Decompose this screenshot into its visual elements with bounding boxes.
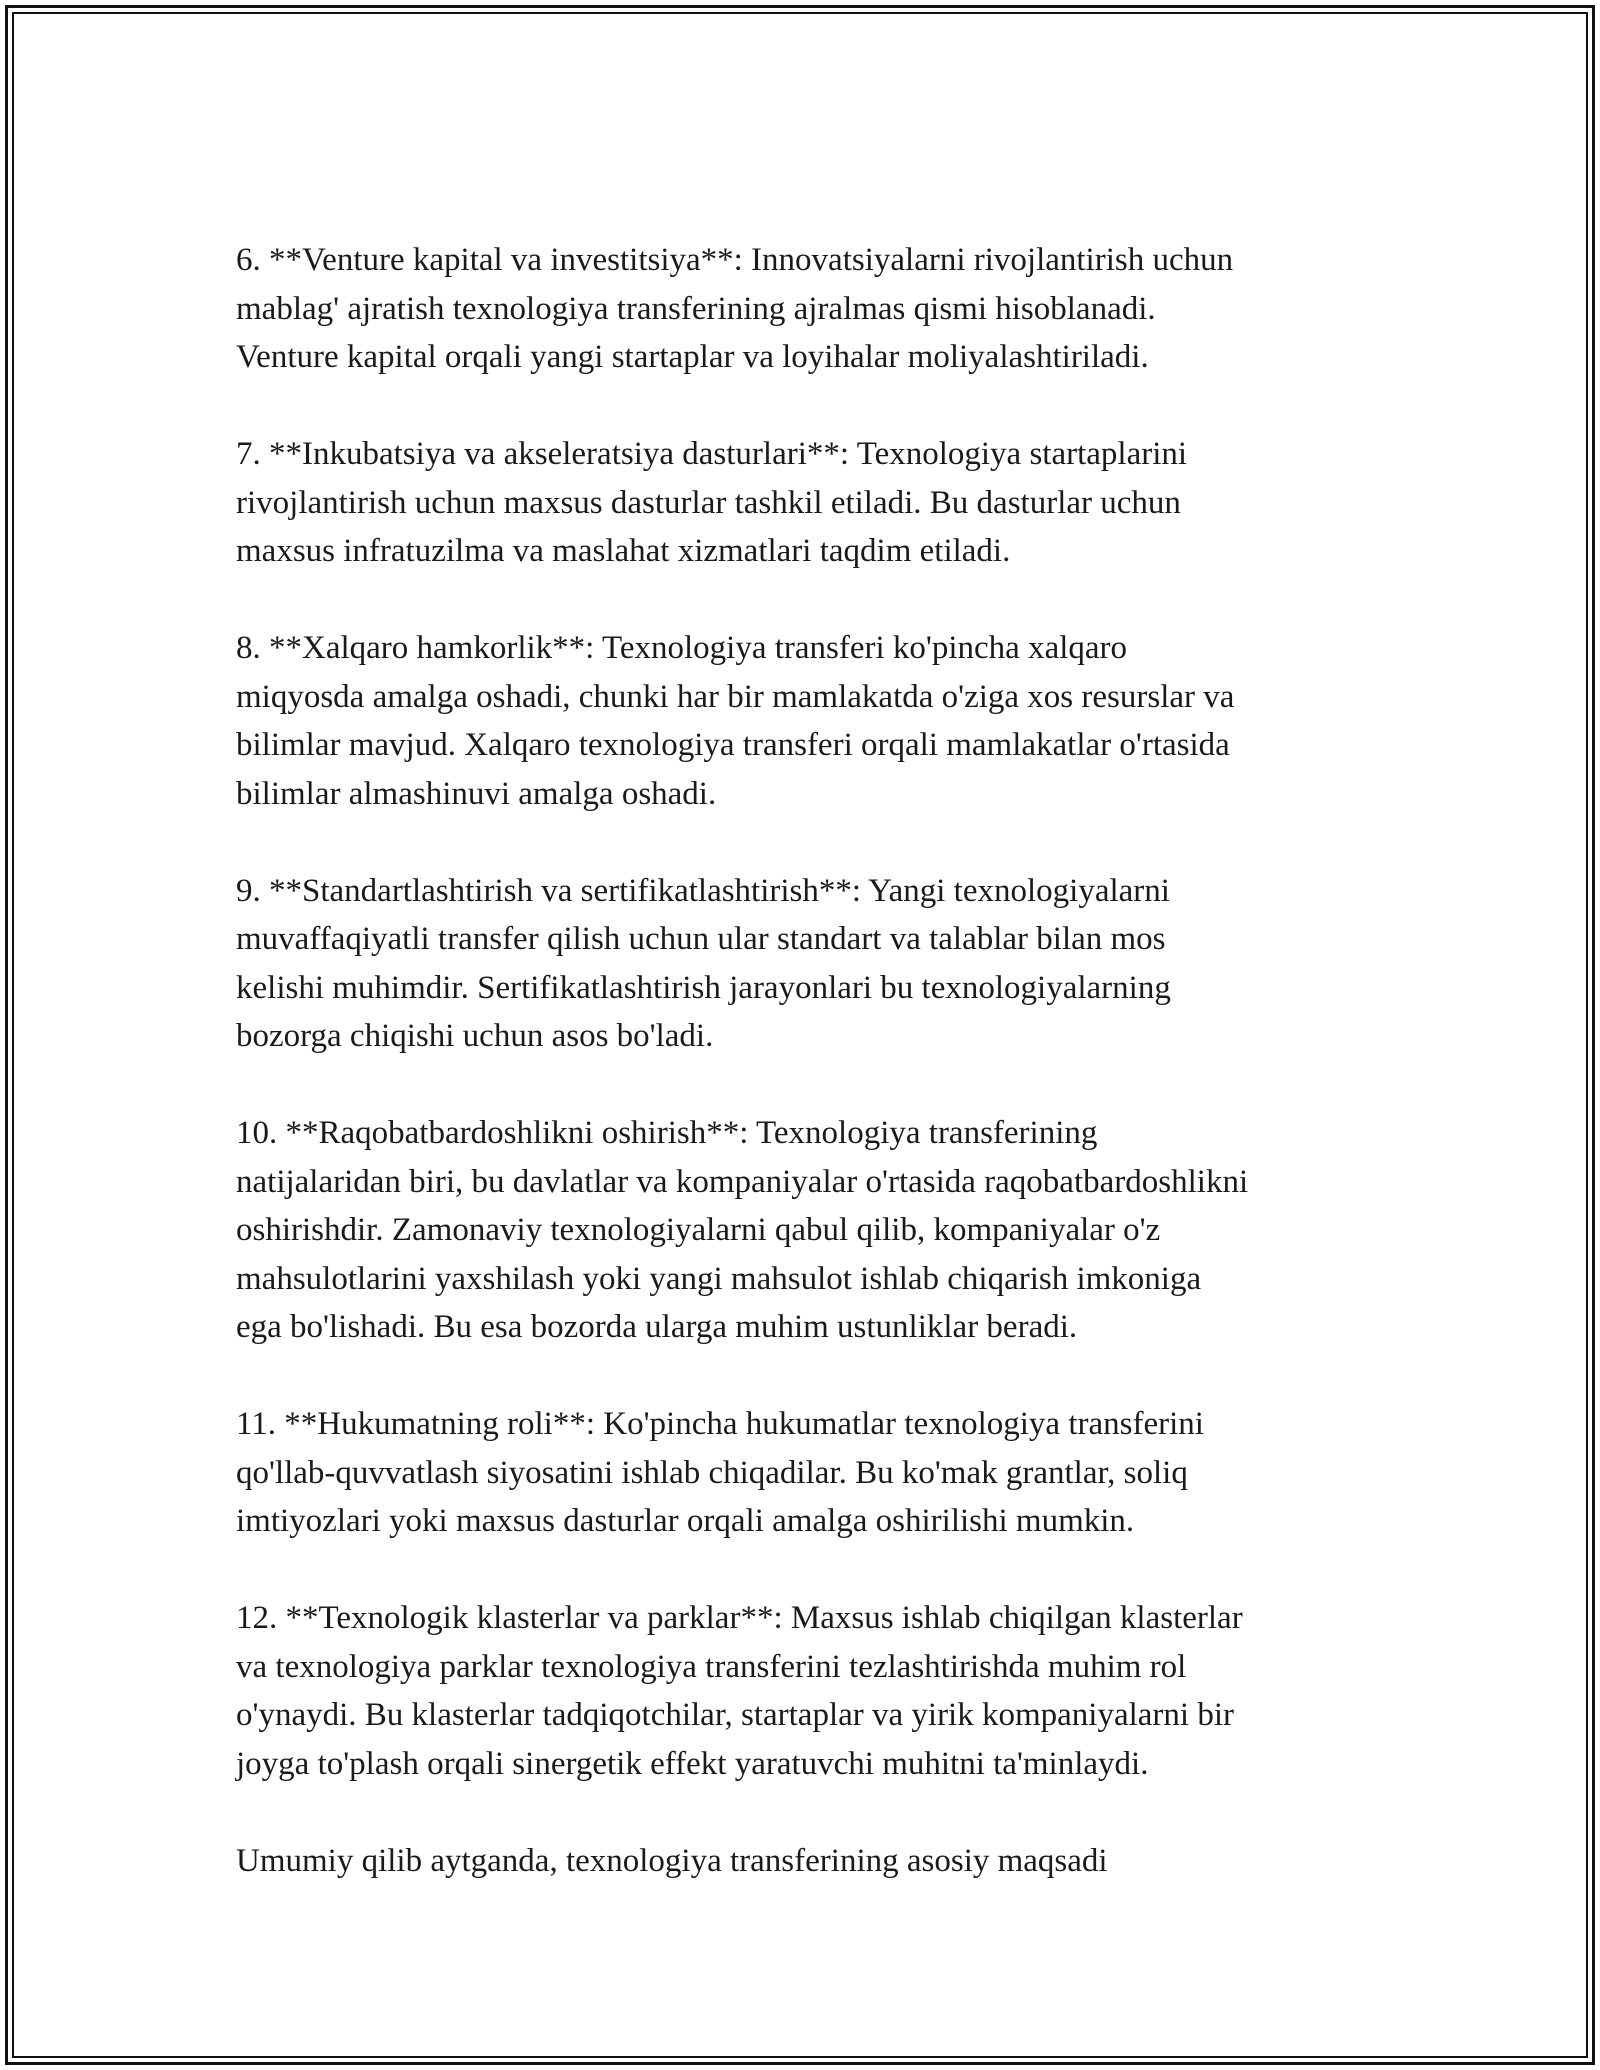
text-line: 12. **Texnologik klasterlar va parklar**: Maxsus ishlab chiqilgan klasterlar <box>236 1600 1243 1636</box>
paragraph-item-8 <box>236 624 1376 818</box>
text-line: natijalaridan biri, bu davlatlar va kompaniyalar o'rtasida raqobatbardoshlikni <box>236 1163 1249 1200</box>
text-line: maxsus infratuzilma va maslahat xizmatlari taqdim etiladi. <box>236 533 1011 569</box>
text-line: bilimlar almashinuvi amalga oshadi. <box>236 775 717 812</box>
paragraph-item-12 <box>236 1594 1376 1788</box>
text-line: joyga to'plash orqali sinergetik effekt yaratuvchi muhitni ta'minlaydi. <box>236 1745 1149 1782</box>
text-line: va texnologiya parklar texnologiya transferini tezlashtirishda muhim rol <box>236 1648 1187 1685</box>
text-line: mablag' ajratish texnologiya transferining ajralmas qismi hisoblanadi. <box>236 290 1156 327</box>
paragraph-item-11 <box>236 1400 1376 1546</box>
text-line: 7. **Inkubatsiya va akseleratsiya dasturlari**: Texnologiya startaplarini <box>236 436 1188 472</box>
text-line: 8. **Xalqaro hamkorlik**: Texnologiya transferi ko'pincha xalqaro <box>236 630 1128 666</box>
text-line: muvaffaqiyatli transfer qilish uchun ular standart va talablar bilan mos <box>236 921 1166 957</box>
text-line: 6. **Venture kapital va investitsiya**: Innovatsiyalarni rivojlantirish uchun <box>236 242 1234 278</box>
paragraph-item-6 <box>236 236 1376 382</box>
paragraph-item-7 <box>236 430 1376 576</box>
text-line: bozorga chiqishi uchun asos bo'ladi. <box>236 1018 714 1054</box>
text-line: imtiyozlari yoki maxsus dasturlar orqali amalga oshirilishi mumkin. <box>236 1503 1135 1539</box>
text-line: rivojlantirish uchun maxsus dasturlar tashkil etiladi. Bu dasturlar uchun <box>236 484 1181 521</box>
document-body <box>236 236 1376 1934</box>
paragraph-item-9 <box>236 867 1376 1061</box>
text-line: qo'llab-quvvatlash siyosatini ishlab chiqadilar. Bu ko'mak grantlar, soliq <box>236 1454 1188 1491</box>
text-line: 10. **Raqobatbardoshlikni oshirish**: Texnologiya transferining <box>236 1115 1098 1151</box>
text-line: 11. **Hukumatning roli**: Ko'pincha hukumatlar texnologiya transferini <box>236 1406 1204 1442</box>
text-line: bilimlar mavjud. Xalqaro texnologiya transferi orqali mamlakatlar o'rtasida <box>236 727 1230 763</box>
text-line: kelishi muhimdir. Sertifikatlashtirish jarayonlari bu texnologiyalarning <box>236 969 1171 1006</box>
text-line: o'ynaydi. Bu klasterlar tadqiqotchilar, startaplar va yirik kompaniyalarni bir <box>236 1697 1234 1733</box>
paragraph-item-10 <box>236 1109 1376 1352</box>
text-line: Venture kapital orqali yangi startaplar va loyihalar moliyalashtiriladi. <box>236 339 1149 375</box>
paragraph-conclusion <box>236 1837 1376 1886</box>
text-line: oshirishdir. Zamonaviy texnologiyalarni qabul qilib, kompaniyalar o'z <box>236 1212 1161 1248</box>
text-line: ega bo'lishadi. Bu esa bozorda ularga muhim ustunliklar beradi. <box>236 1309 1078 1345</box>
text-line: mahsulotlarini yaxshilash yoki yangi mahsulot ishlab chiqarish imkoniga <box>236 1260 1202 1297</box>
text-line: Umumiy qilib aytganda, texnologiya transferining asosiy maqsadi <box>236 1842 1108 1879</box>
text-line: miqyosda amalga oshadi, chunki har bir mamlakatda o'ziga xos resurslar va <box>236 678 1235 715</box>
text-line: 9. **Standartlashtirish va sertifikatlashtirish**: Yangi texnologiyalarni <box>236 872 1170 909</box>
